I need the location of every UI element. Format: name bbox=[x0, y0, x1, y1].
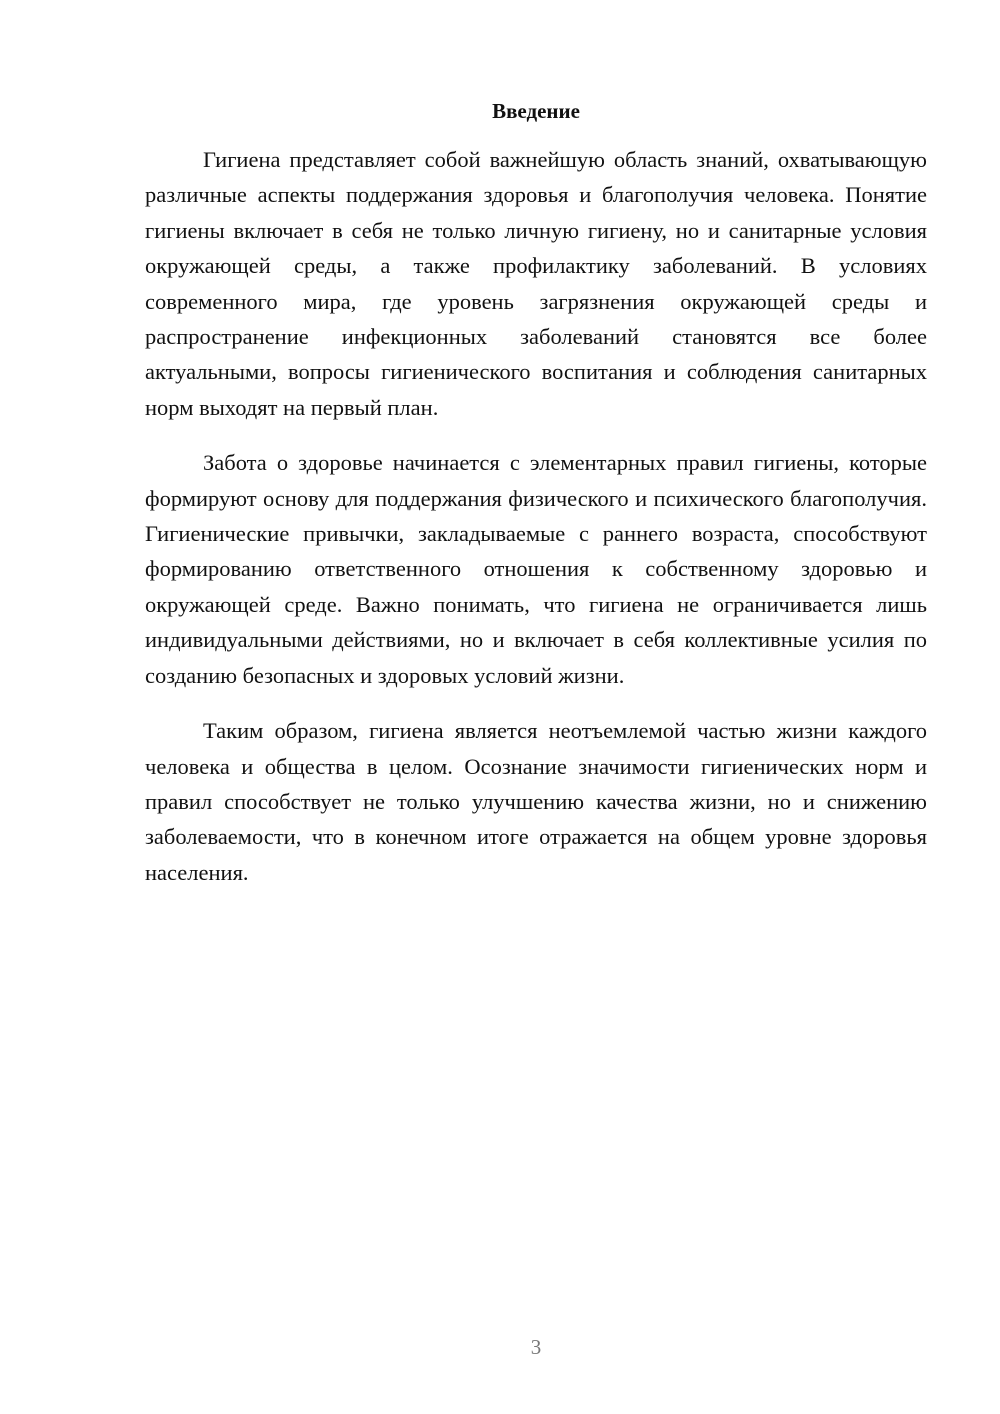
paragraph-1: Гигиена представляет собой важнейшую область знаний, охватывающую различные аспекты поддержания здоровья и благополучия человека. Понятие гигиены включает в себя не только личную гигиену, но и санитарные условия окружающей среды, а также профилактику заболеваний. В условиях современного мира, где уровень загрязнения окружающей среды и распространение инфекционных заболеваний становятся все более актуальными, вопросы гигиенического воспитания и соблюдения санитарных норм выходят на первый план. bbox=[145, 147, 927, 420]
document-body bbox=[145, 142, 927, 910]
paragraph-3: Таким образом, гигиена является неотъемлемой частью жизни каждого человека и общества в целом. Осознание значимости гигиенических норм и правил способствует не только улучшению качества жизни, но и снижению заболеваемости, что в конечном итоге отражается на общем уровне здоровья населения. bbox=[145, 718, 927, 885]
paragraph-2: Забота о здоровье начинается с элементарных правил гигиены, которые формируют основу для поддержания физического и психического благополучия. Гигиенические привычки, закладываемые с раннего возраста, способствуют формированию ответственного отношения к собственному здоровью и окружающей среде. Важно понимать, что гигиена не ограничивается лишь индивидуальными действиями, но и включает в себя коллективные усилия по созданию безопасных и здоровых условий жизни. bbox=[145, 450, 927, 688]
page-title: Введение bbox=[492, 99, 580, 123]
page-number: 3 bbox=[530, 1335, 542, 1359]
